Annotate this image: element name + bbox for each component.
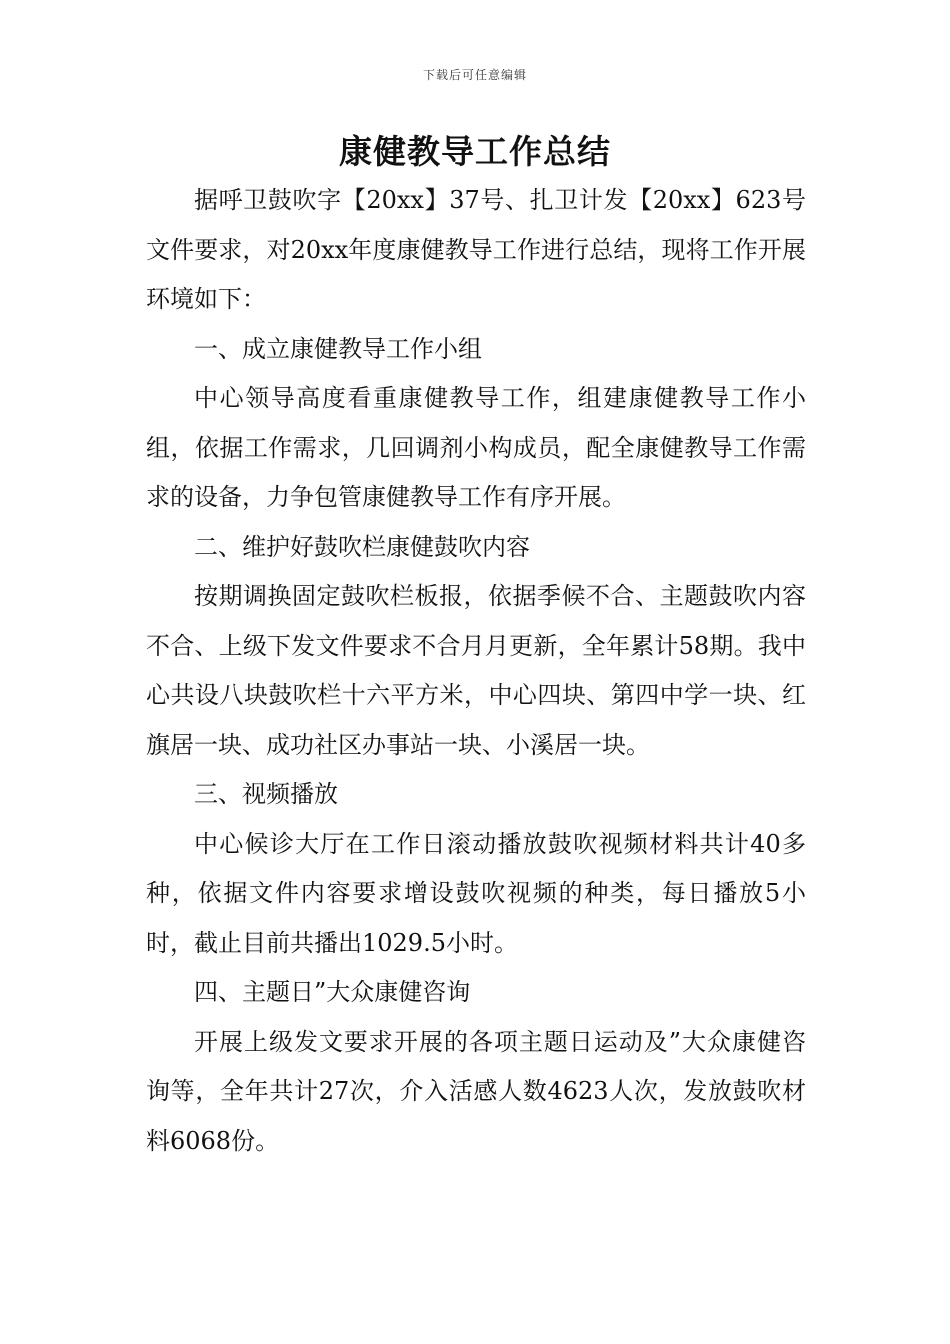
- section-4-heading: 四、主题日”大众康健咨询: [194, 978, 471, 1006]
- section-3-heading: 三、视频播放: [194, 780, 338, 808]
- section-1-heading: 一、成立康健教导工作小组: [194, 334, 482, 363]
- section-3-body: 中心候诊大厅在工作日滚动播放鼓吹视频材料共计40多种，依据文件内容要求增设鼓吹视频的种类，每日播放5小时，截止目前共播出1029.5小时。: [146, 829, 806, 957]
- section-1-body: 中心领导高度看重康健教导工作，组建康健教导工作小组，依据工作需求，几回调剂小构成员，配全康健教导工作需求的设备，力争包管康健教导工作有序开展。: [146, 384, 806, 511]
- section-4-body: 开展上级发文要求开展的各项主题日运动及”大众康健咨询等，全年共计27次，介入活感人数4623人次，发放鼓吹材料6068份。: [146, 1027, 806, 1155]
- section-2-heading: 二、维护好鼓吹栏康健鼓吹内容: [194, 532, 530, 561]
- header-note: 下载后可任意编辑: [422, 68, 527, 82]
- intro-paragraph: 据呼卫鼓吹字【20xx】37号、扎卫计发【20xx】623号文件要求，对20xx年度康健教导工作进行总结，现将工作开展环境如下：: [146, 186, 806, 313]
- document-body: [146, 176, 806, 1166]
- section-2-body: 按期调换固定鼓吹栏板报，依据季候不合、主题鼓吹内容不合、上级下发文件要求不合月月更新，全年累计58期。我中心共设八块鼓吹栏十六平方米，中心四块、第四中学一块、红旗居一块、成功社区办事站一块、小溪居一块。: [146, 582, 806, 759]
- document-title: 康健教导工作总结: [339, 132, 611, 171]
